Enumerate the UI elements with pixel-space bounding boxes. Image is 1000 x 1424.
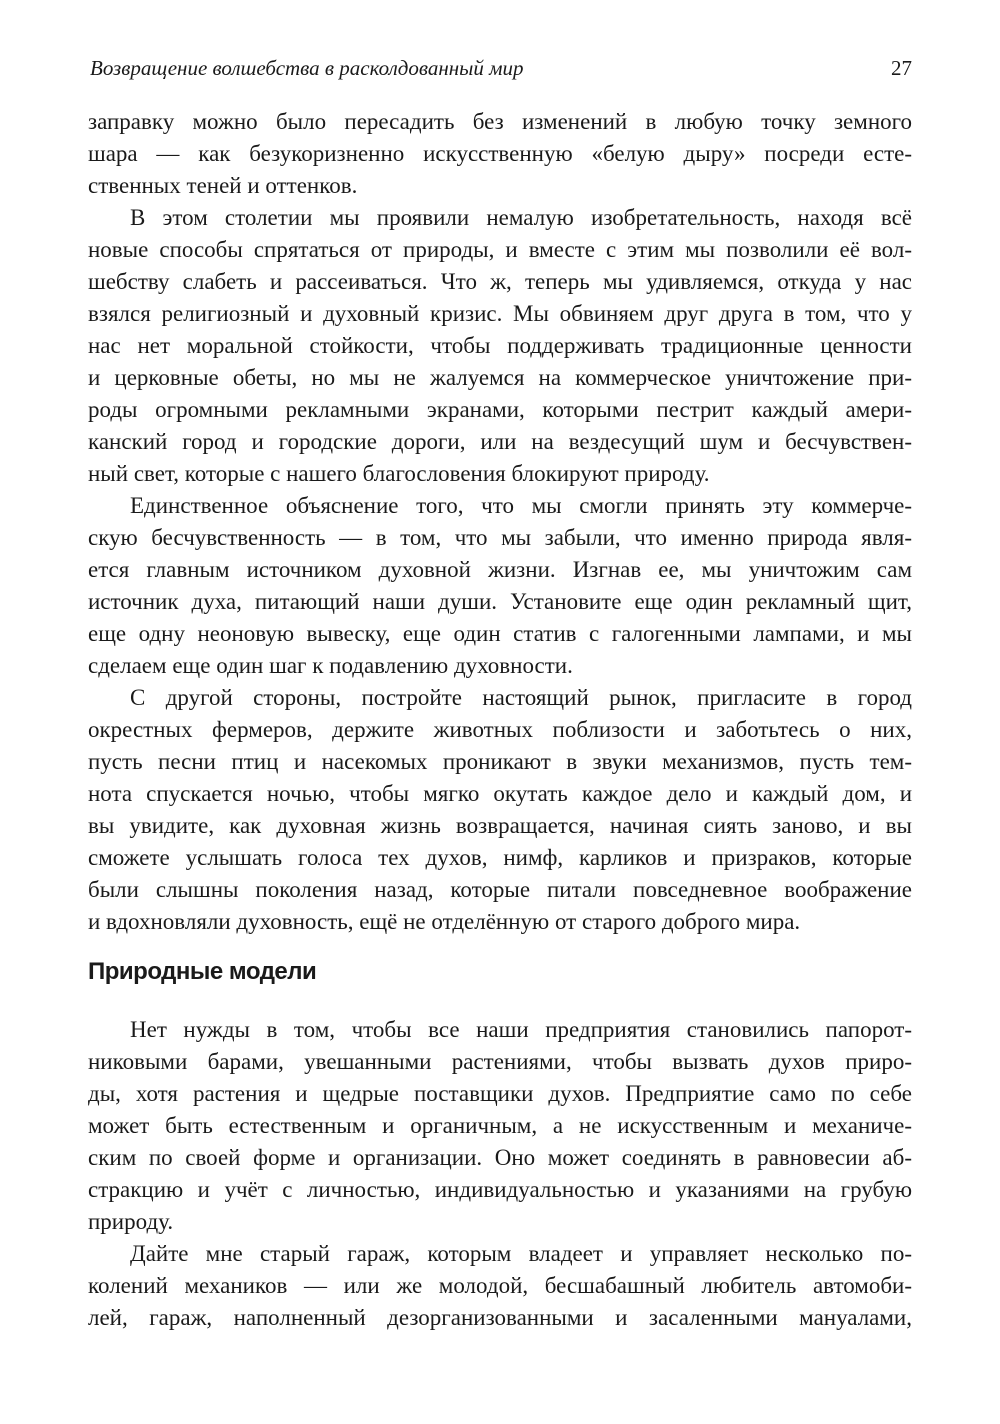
- body-text-section-2: [88, 1014, 912, 1334]
- text-line: Дайте мне старый гараж, которым владеет и управляет несколько по-: [130, 1241, 912, 1266]
- text-line: окрестных фермеров, держите животных поблизости и заботьтесь о них,: [88, 717, 912, 742]
- text-line: роды огромными рекламными экранами, которыми пестрит каждый амери-: [88, 397, 912, 422]
- paragraph: [88, 1238, 912, 1334]
- text-line: ется главным источником духовной жизни. Изгнав ее, мы уничтожим сам: [88, 557, 912, 582]
- text-line: пусть песни птиц и насекомых проникают в звуки механизмов, пусть тем-: [88, 749, 912, 774]
- text-line: лей, гараж, наполненный дезорганизованными и засаленными мануалами,: [88, 1305, 912, 1330]
- text-line: Нет нужды в том, чтобы все наши предприятия становились папорот-: [130, 1017, 912, 1042]
- text-line: и вдохновляли духовность, ещё не отделённую от старого доброго мира.: [88, 909, 801, 934]
- text-line: и церковные обеты, но мы не жалуемся на коммерческое уничтожение при-: [88, 365, 912, 390]
- text-line: шара — как безукоризненно искусственную «белую дыру» посреди есте-: [88, 141, 912, 166]
- paragraph: [88, 1014, 912, 1238]
- paragraph: [88, 682, 912, 938]
- text-line: никовыми барами, увешанными растениями, чтобы вызвать духов приро-: [88, 1049, 912, 1074]
- text-line: скую бесчувственность — в том, что мы забыли, что именно природа явля-: [88, 525, 912, 550]
- text-line: сделаем еще один шаг к подавлению духовности.: [88, 653, 573, 678]
- text-line: еще одну неоновую вывеску, еще один статив с галогенными лампами, и мы: [88, 621, 912, 646]
- text-line: колений механиков — или же молодой, бесшабашный любитель автомоби-: [88, 1273, 912, 1298]
- body-text-section-1: [88, 106, 912, 938]
- text-line: может быть естественным и органичным, а не искусственным и механиче-: [88, 1113, 912, 1138]
- running-head: [88, 56, 912, 86]
- page-number: 27: [891, 56, 912, 80]
- text-line: нас нет моральной стойкости, чтобы поддерживать традиционные ценности: [88, 333, 912, 358]
- text-line: ды, хотя растения и щедрые поставщики духов. Предприятие само по себе: [88, 1081, 912, 1106]
- text-line: нота спускается ночью, чтобы мягко окутать каждое дело и каждый дом, и: [88, 781, 912, 806]
- text-line: сможете услышать голоса тех духов, нимф, карликов и призраков, которые: [88, 845, 912, 870]
- text-line: заправку можно было пересадить без изменений в любую точку земного: [88, 109, 912, 134]
- paragraph: [88, 202, 912, 490]
- text-line: канский город и городские дороги, или на вездесущий шум и бесчувствен-: [88, 429, 912, 454]
- paragraph: [88, 106, 912, 202]
- text-line: ским по своей форме и организации. Оно может соединять в равновесии аб-: [88, 1145, 912, 1170]
- text-line: стракцию и учёт с личностью, индивидуальностью и указаниями на грубую: [88, 1177, 912, 1202]
- section-heading: Природные модели: [88, 958, 317, 985]
- text-line: источник духа, питающий наши души. Установите еще один рекламный щит,: [88, 589, 912, 614]
- text-line: шебству слабеть и рассеиваться. Что ж, теперь мы удивляемся, откуда у нас: [88, 269, 912, 294]
- text-line: Единственное объяснение того, что мы смогли принять эту коммерче-: [130, 493, 912, 518]
- text-line: новые способы спрятаться от природы, и вместе с этим мы позволили её вол-: [88, 237, 912, 262]
- text-line: ный свет, которые с нашего благословения блокируют природу.: [88, 461, 710, 486]
- text-line: взялся религиозный и духовный кризис. Мы обвиняем друг друга в том, что у: [88, 301, 912, 326]
- text-line: ственных теней и оттенков.: [88, 173, 358, 198]
- text-line: С другой стороны, постройте настоящий рынок, пригласите в город: [130, 685, 912, 710]
- text-line: были слышны поколения назад, которые питали повседневное воображение: [88, 877, 912, 902]
- paragraph: [88, 490, 912, 682]
- text-line: В этом столетии мы проявили немалую изобретательность, находя всё: [130, 205, 912, 230]
- text-line: вы увидите, как духовная жизнь возвращается, начиная сиять заново, и вы: [88, 813, 912, 838]
- running-head-title: Возвращение волшебства в расколдованный мир: [90, 56, 524, 80]
- text-line: природу.: [88, 1209, 174, 1234]
